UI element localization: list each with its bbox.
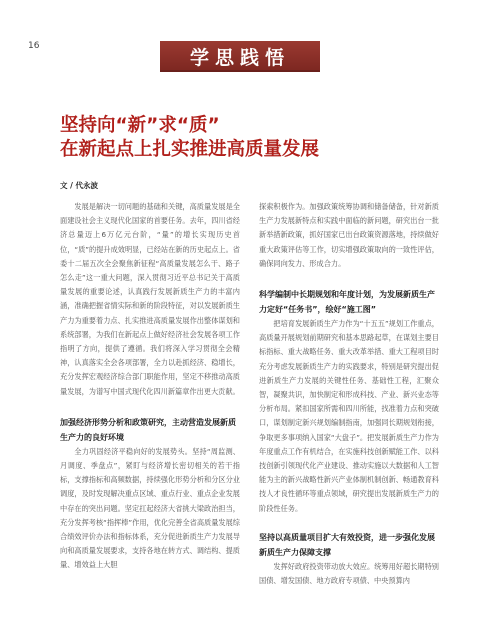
article-byline: 文 / 代永波 xyxy=(60,181,98,190)
body-paragraph: 探索积极作为。加强政策统筹协调和储备储备，针对新质生产力发展新特点和实践中面临的新问题，研究出台一批新举措新政策，抓好国家已出台政策资源落地，持续做好重大政策评估等工作，切实增强政策取向的一致性评估，确保同向发力、形成合力。 xyxy=(259,202,439,268)
body-paragraph: 把培育发展新质生产力作为“十五五”规划工作重点，高质量开展规划前期研究和基本思路起草，在谋划主要目标指标、重大战略任务、重大改革举措、重大工程项目时充分考虑发展新质生产力的实践要求，特别是研究提出促进新质生产力发展的关键性任务、基础性工程，汇聚众智，凝聚共识，加快制定和形成科技、产业、新兴业态等分析布局。紧扣国家所需和四川所能，找准着力点和突破口，谋划制定新兴规划编制指南，加强同长期规划衔接，争取更多事项纳入国家“大盘子”。把发展新质生产力作为年度重点工作有机结合，在实施科技创新赋能工作、以科技创新引领现代化产业建设、推动实施以大数据和人工智能为主的新兴战略性新兴产业体制机制创新、畅通教育科技人才良性循环等重点领域，研究提出发展新质生产力的阶段性任务。 xyxy=(259,319,439,513)
section-heading: 坚持以高质量项目扩大有效投资，进一步强化发展新质生产力保障支撑 xyxy=(259,532,435,557)
column-banner-label: 学思践悟 xyxy=(189,47,290,69)
article-title xyxy=(60,114,440,162)
article-title-line2: 在新起点上扎实推进高质量发展 xyxy=(60,139,320,160)
right-column xyxy=(259,200,439,588)
page-number: 16 xyxy=(28,41,40,51)
column-banner xyxy=(160,41,320,72)
body-paragraph: 全力巩固经济平稳向好的发展势头。坚持“周监测、月调度、季盘点”，紧盯与经济增长密切相关的若干指标，支撑指标和高频数据，持续强化形势分析和分区分业调度，及时发现解决重点区域、重点行业、重点企业发展中存在的突出问题。坚定扛起经济大省挑大梁政治担当，充分发挥考核“指挥棒”作用，优化完善全省高质量发展综合绩效评价办法和指标体系，充分促进新质生产力发展导向和高质量发展要求，支持各地在转方式、调结构、提质量、增效益上大胆 xyxy=(60,446,240,570)
section-heading: 加强经济形势分析和政策研究，主动营造发展新质生产力的良好环境 xyxy=(60,417,236,442)
section-gap xyxy=(60,399,240,415)
section-gap xyxy=(259,516,439,530)
article-title-line1: 坚持向“新”求“质” xyxy=(60,115,220,136)
section-heading: 科学编制中长期规划和年度计划，为发展新质生产力定好“任务书”，绘好“施工图” xyxy=(259,290,435,315)
left-column xyxy=(60,200,240,573)
body-paragraph: 发展是解决一切问题的基础和关键，高质量发展是全面建设社会主义现代化国家的首要任务。去年，四川省经济总量迈上6万亿元台阶，“量”的增长实现历史首位，“质”的提升成效明显，已经站在新的历史起点上。省委十二届五次全会聚焦新征程“高质量发展怎么干、路子怎么走”这一重大问题，深入贯彻习近平总书记关于高质量发展的重要论述，认真践行发展新质生产力的丰富内涵，准确把握省情实际和新的阶段特征，对以发展新质生产力为重要着力点、扎实推进高质量发展作出整体谋划和系统部署，为我们在新起点上做好经济社会发展各项工作指明了方向，提供了遵循。我们将深入学习贯彻全会精神，认真落实全会各项部署，全力以赴抓经济、稳增长，充分发挥宏观经济综合部门职能作用，坚定不移推动高质量发展，为谱写中国式现代化四川新篇章作出更大贡献。 xyxy=(60,202,240,396)
body-paragraph: 发挥好政府投资带动放大效应。统筹用好超长期特别国债、增发国债、地方政府专项债、中央预算内 xyxy=(259,561,439,586)
section-gap xyxy=(259,271,439,287)
